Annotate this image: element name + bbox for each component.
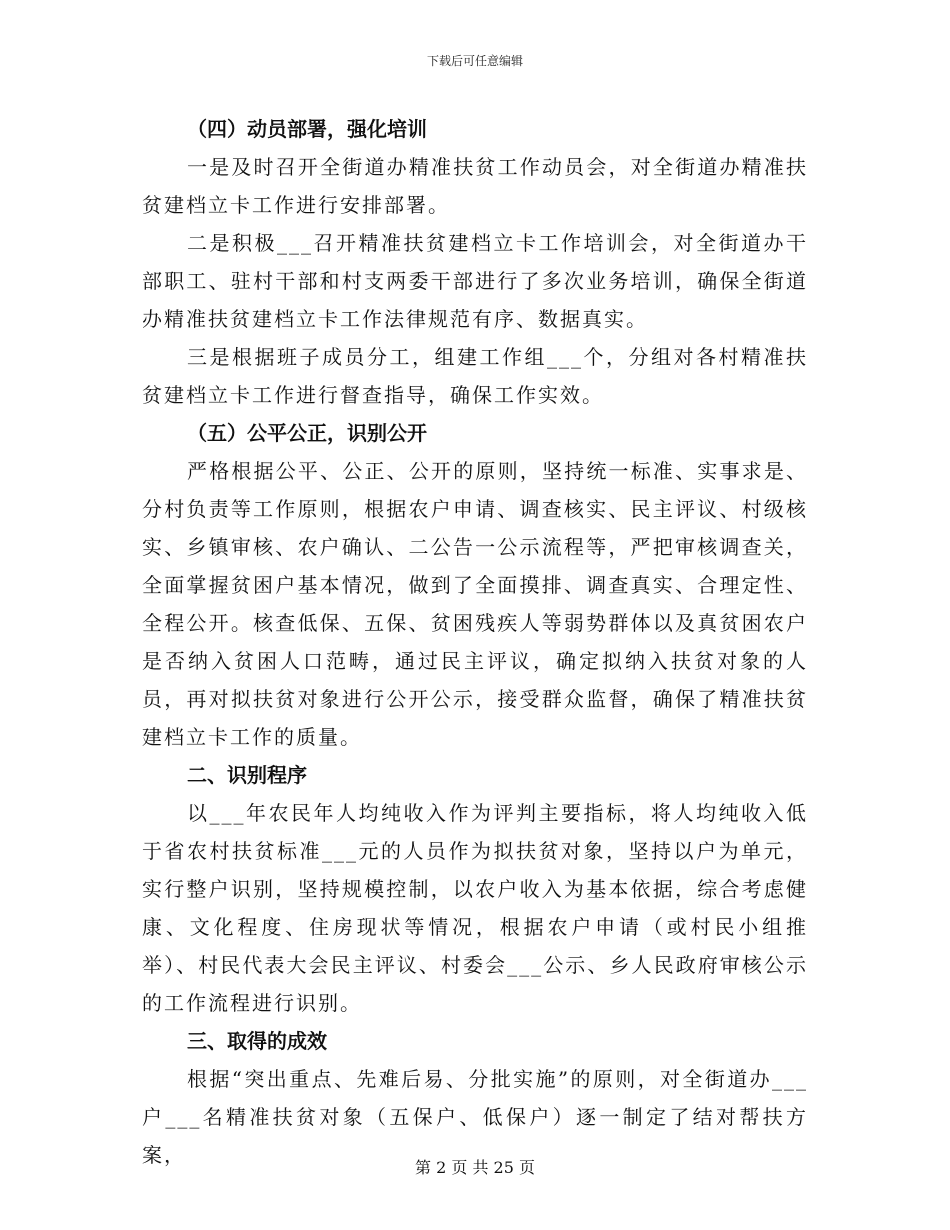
section-heading-identification: 二、识别程序: [187, 763, 307, 787]
section-heading-fairness: （五）公平公正，识别公开: [187, 421, 427, 445]
paragraph-fairness-principles: 严格根据公平、公正、公开的原则，坚持统一标准、实事求是、分村负责等工作原则，根据农户申请、调查核实、民主评议、村级核实、乡镇审核、农户确认、二公告一公示流程等，严把审核调查关，全面掌握贫困户基本情况，做到了全面摸排、调查真实、合理定性、全程公开。核查低保、五保、贫困残疾人等弱势群体以及真贫困农户是否纳入贫困人口范畴，通过民主评议，确定拟纳入扶贫对象的人员，再对拟扶贫对象进行公开公示，接受群众监督，确保了精准扶贫建档立卡工作的质量。: [142, 459, 808, 749]
section-heading-results: 三、取得的成效: [187, 1029, 327, 1053]
paragraph-results: 根据“突出重点、先难后易、分批实施”的原则，对全街道办___户___名精准扶贫对象（五保户、低保户）逐一制定了结对帮扶方案，: [142, 1067, 808, 1167]
paragraph-training: 二是积极___召开精准扶贫建档立卡工作培训会，对全街道办干部职工、驻村干部和村支两委干部进行了多次业务培训，确保全街道办精准扶贫建档立卡工作法律规范有序、数据真实。: [142, 231, 808, 331]
paragraph-identification-procedure: 以___年农民年人均纯收入作为评判主要指标，将人均纯收入低于省农村扶贫标准___元的人员作为拟扶贫对象，坚持以户为单元，实行整户识别，坚持规模控制，以农户收入为基本依据，综合考虑健康、文化程度、住房现状等情况，根据农户申请（或村民小组推举）、村民代表大会民主评议、村委会___公示、乡人民政府审核公示的工作流程进行识别。: [142, 801, 808, 1015]
page-footer-number: 第 2 页 共 25 页: [415, 1158, 535, 1177]
paragraph-work-groups: 三是根据班子成员分工，组建工作组___个，分组对各村精准扶贫建档立卡工作进行督查指导，确保工作实效。: [142, 345, 808, 407]
document-body: [142, 110, 808, 1174]
page-header-note: 下载后可任意编辑: [426, 54, 523, 68]
section-heading-mobilization: （四）动员部署，强化培训: [187, 117, 427, 141]
paragraph-mobilization-meeting: 一是及时召开全街道办精准扶贫工作动员会，对全街道办精准扶贫建档立卡工作进行安排部署。: [142, 155, 808, 217]
